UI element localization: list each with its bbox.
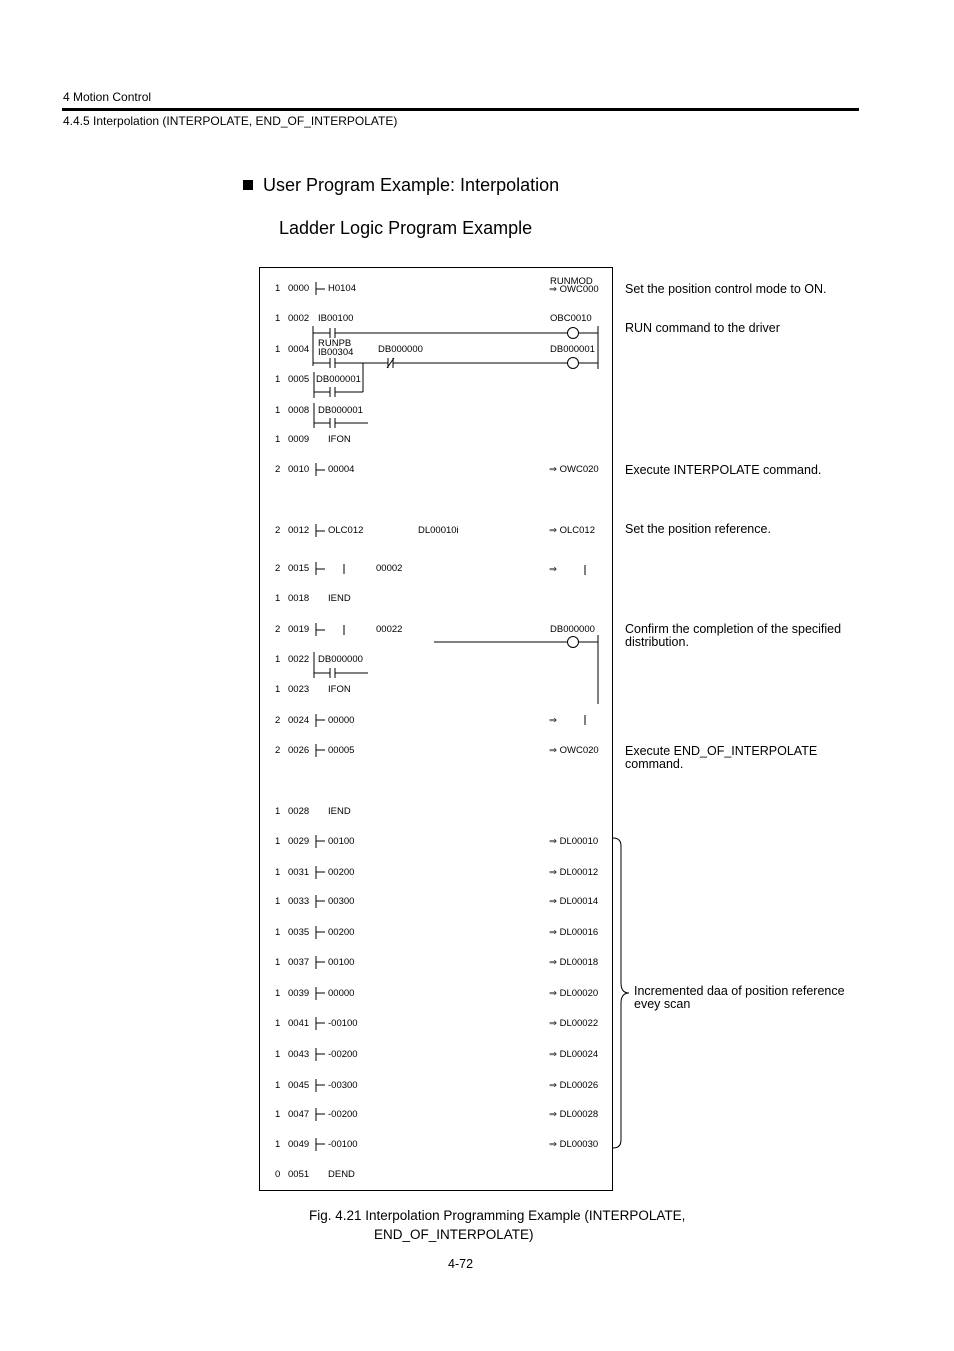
rung-dest: ⇒ DL00020 bbox=[549, 988, 599, 999]
rung-step: 0023 bbox=[288, 684, 310, 695]
rung-operand: H0104 bbox=[328, 283, 356, 294]
subheading: Ladder Logic Program Example bbox=[279, 218, 533, 238]
rung-step: 0019 bbox=[288, 624, 310, 635]
instruction: IEND bbox=[328, 593, 351, 604]
rung-level: 1 bbox=[275, 927, 281, 938]
rung-step: 0012 bbox=[288, 525, 310, 536]
rung-level: 1 bbox=[275, 1080, 281, 1091]
rung-level: 1 bbox=[275, 654, 281, 665]
instruction: IEND bbox=[328, 806, 351, 817]
rung-level: 1 bbox=[275, 896, 281, 907]
rung-operand: -00200 bbox=[328, 1049, 358, 1060]
annotation-incremented-data: Incremented daa of position reference evey scan bbox=[634, 984, 845, 1011]
rung-operand: 00000 bbox=[328, 988, 355, 999]
rung-level: 1 bbox=[275, 374, 281, 385]
annotation-position-mode: Set the position control mode to ON. bbox=[625, 282, 827, 296]
rung-dest-label: RUNMOD bbox=[550, 276, 593, 287]
contact-label: DB000000 bbox=[318, 654, 363, 665]
contact-label: DB000001 bbox=[318, 405, 363, 416]
rung-operand: -00100 bbox=[328, 1139, 358, 1150]
rung-level: 1 bbox=[275, 806, 281, 817]
rung-level: 0 bbox=[275, 1169, 281, 1180]
rung-step: 0008 bbox=[288, 405, 310, 416]
rung-step: 0049 bbox=[288, 1139, 310, 1150]
rung-operand: 00100 bbox=[328, 957, 355, 968]
rung-step: 0051 bbox=[288, 1169, 310, 1180]
rung-operand: 00200 bbox=[328, 927, 355, 938]
rung-step: 0029 bbox=[288, 836, 310, 847]
rung-level: 2 bbox=[275, 715, 281, 726]
rung-step: 0045 bbox=[288, 1080, 310, 1091]
rung-level: 1 bbox=[275, 283, 281, 294]
rung-level: 2 bbox=[275, 624, 281, 635]
rung-step: 0028 bbox=[288, 806, 310, 817]
rung-dest: ⇒ DL00012 bbox=[549, 867, 599, 878]
coil-label: OBC0010 bbox=[550, 313, 592, 324]
rung-dest: ⇒ bbox=[549, 715, 557, 726]
rung-step: 0031 bbox=[288, 867, 310, 878]
figure-caption: Fig. 4.21 Interpolation Programming Example (INTERPOLATE, END_OF_INTERPOLATE) bbox=[309, 1208, 686, 1242]
rung-step: 0024 bbox=[288, 715, 310, 726]
contact-label: DB000001 bbox=[316, 374, 361, 385]
rung-level: 1 bbox=[275, 957, 281, 968]
contact-label: IB00100 bbox=[318, 313, 354, 324]
rung-operand: -00100 bbox=[328, 1018, 358, 1029]
annotation-execute-interpolate: Execute INTERPOLATE command. bbox=[625, 463, 822, 477]
rung-level: 2 bbox=[275, 745, 281, 756]
rung-operand: 00100 bbox=[328, 836, 355, 847]
contact-name-label: RUNPB bbox=[318, 338, 352, 349]
rung-operand: 00300 bbox=[328, 896, 355, 907]
rung-operand: 00200 bbox=[328, 867, 355, 878]
instruction: IFON bbox=[328, 684, 351, 695]
coil-label: DB000001 bbox=[550, 344, 595, 355]
section-header: 4.4.5 Interpolation (INTERPOLATE, END_OF_INTERPOLATE) bbox=[63, 114, 398, 128]
section-heading: User Program Example: Interpolation bbox=[243, 175, 559, 196]
rung-operand: 00004 bbox=[328, 464, 355, 475]
coil-label: DB000000 bbox=[550, 624, 595, 635]
rung-level: 1 bbox=[275, 313, 281, 324]
rung-operand: 00005 bbox=[328, 745, 355, 756]
rung-dest: ⇒ bbox=[549, 564, 557, 575]
rung-operand: -00300 bbox=[328, 1080, 358, 1091]
rung-step: 0015 bbox=[288, 563, 310, 574]
instruction: DEND bbox=[328, 1169, 355, 1180]
annotation-execute-end-interpolate: Execute END_OF_INTERPOLATE command. bbox=[625, 744, 818, 771]
rung-level: 1 bbox=[275, 1049, 281, 1060]
rung-step: 0043 bbox=[288, 1049, 310, 1060]
rung-dest: ⇒ DL00026 bbox=[549, 1080, 599, 1091]
annotation-confirm-distribution: Confirm the completion of the specified distribution. bbox=[625, 622, 842, 649]
rung-level: 1 bbox=[275, 867, 281, 878]
rung-dest: ⇒ DL00018 bbox=[549, 957, 599, 968]
rung-step: 0035 bbox=[288, 927, 310, 938]
rung-dest: ⇒ DL00010 bbox=[549, 836, 599, 847]
rung-step: 0002 bbox=[288, 313, 310, 324]
rung-level: 1 bbox=[275, 405, 281, 416]
rung-level: 1 bbox=[275, 593, 281, 604]
rung-level: 1 bbox=[275, 836, 281, 847]
annotation-run-command: RUN command to the driver bbox=[625, 321, 780, 335]
rung-level: 1 bbox=[275, 1109, 281, 1120]
rung-dest: ⇒ DL00024 bbox=[549, 1049, 599, 1060]
rung-dest: ⇒ DL00016 bbox=[549, 927, 599, 938]
rung-level: 1 bbox=[275, 434, 281, 445]
rung-step: 0026 bbox=[288, 745, 310, 756]
rung-step: 0005 bbox=[288, 374, 310, 385]
rung-step: 0033 bbox=[288, 896, 310, 907]
rung-operand: 00000 bbox=[328, 715, 355, 726]
rung-dest: ⇒ DL00022 bbox=[549, 1018, 599, 1029]
rung-level: 1 bbox=[275, 344, 281, 355]
rung-step: 0041 bbox=[288, 1018, 310, 1029]
rung-step: 0022 bbox=[288, 654, 310, 665]
rung-level: 1 bbox=[275, 988, 281, 999]
rung-step: 0009 bbox=[288, 434, 310, 445]
rung-dest: ⇒ DL00028 bbox=[549, 1109, 599, 1120]
rung-step: 0039 bbox=[288, 988, 310, 999]
rung-dest: ⇒ OWC000 bbox=[549, 284, 599, 295]
rung-level: 1 bbox=[275, 1018, 281, 1029]
rung-step: 0037 bbox=[288, 957, 310, 968]
rung-dest: ⇒ OWC020 bbox=[549, 464, 599, 475]
instruction: IFON bbox=[328, 434, 351, 445]
rung-operand: 00002 bbox=[376, 563, 403, 574]
rung-dest: ⇒ OWC020 bbox=[549, 745, 599, 756]
rung-dest: ⇒ DL00014 bbox=[549, 896, 599, 907]
chapter-header: 4 Motion Control bbox=[63, 90, 152, 104]
page-number: 4-72 bbox=[448, 1257, 474, 1271]
annotation-position-reference: Set the position reference. bbox=[625, 522, 771, 536]
rung-dest: ⇒ OLC012 bbox=[549, 525, 595, 536]
rung-step: 0018 bbox=[288, 593, 310, 604]
rung-operand: 00022 bbox=[376, 624, 403, 635]
rung-dest: ⇒ DL00030 bbox=[549, 1139, 599, 1150]
rung-operand: -00200 bbox=[328, 1109, 358, 1120]
rung-step: 0004 bbox=[288, 344, 310, 355]
rung-operand: OLC012 bbox=[328, 525, 364, 536]
contact-label: DB000000 bbox=[378, 344, 423, 355]
rung-level: 1 bbox=[275, 1139, 281, 1150]
rung-level: 1 bbox=[275, 684, 281, 695]
rung-step: 0000 bbox=[288, 283, 310, 294]
rung-step: 0010 bbox=[288, 464, 310, 475]
rung-step: 0047 bbox=[288, 1109, 310, 1120]
rung-operand: DL00010i bbox=[418, 525, 459, 536]
rung-level: 2 bbox=[275, 464, 281, 475]
rung-level: 2 bbox=[275, 563, 281, 574]
rung-level: 2 bbox=[275, 525, 281, 536]
contact-label: IB00304 bbox=[318, 347, 354, 358]
